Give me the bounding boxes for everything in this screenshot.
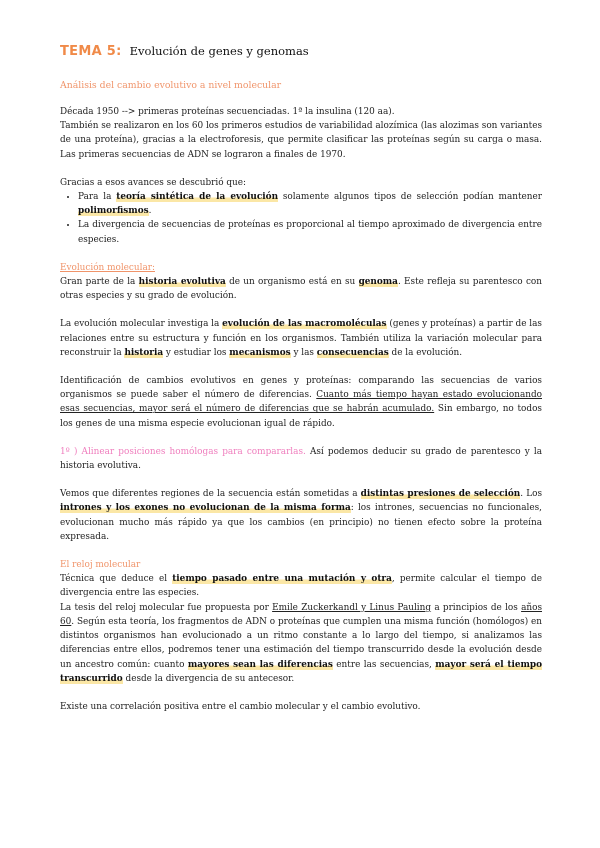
text: La evolución molecular investiga la <box>60 319 223 330</box>
underlined-text: Emile Zuckerkandl y Linus Pauling <box>272 602 432 613</box>
highlight: distintas presiones de selección <box>360 489 521 500</box>
text: . Según esta teoría, los fragmentos de ADN o proteínas que cumplen una misma función (homólogos) en distintos organismos han evolucionado a un ritmo constante a lo largo del tiempo, si analizamos las diferencias entre ellos, podremos tener una estimación del tiempo transcurrido desde la evolución desde un ancestro común: cuanto <box>60 616 542 670</box>
paragraph-history <box>60 105 542 162</box>
document-page <box>60 44 542 714</box>
text: . Los <box>520 489 542 500</box>
text: La tesis del reloj molecular fue propuesta por <box>60 602 273 613</box>
highlight: genoma <box>358 277 398 288</box>
text: a principios de los <box>431 602 522 613</box>
text: Así podemos deducir su grado de parentesco y la historia evolutiva. <box>60 446 542 472</box>
highlight: tiempo pasado entre una mutación y otra <box>172 574 392 585</box>
underlined-text: Cuanto más tiempo hayan estado evolucionando esas secuencias, mayor será el número de diferencias que se habrán acumulado. <box>60 390 542 415</box>
paragraph-correlation: Existe una correlación positiva entre el cambio molecular y el cambio evolutivo. <box>60 701 421 712</box>
paragraph-evolutionary-history <box>60 275 542 303</box>
paragraph-clock-thesis <box>60 601 542 686</box>
section-heading-molecular-analysis: Análisis del cambio evolutivo a nivel molecular <box>60 80 282 91</box>
text: Identificación de cambios evolutivos en genes y proteínas: comparando las secuencias de varios organismos se puede saber el número de diferencias. <box>60 376 542 401</box>
highlight: evolución de las macromoléculas <box>222 319 387 330</box>
text: Técnica que deduce el <box>60 574 173 585</box>
highlight: teoría sintética de la evolución <box>116 192 279 203</box>
paragraph-discoveries-intro: Gracias a esos avances se descubrió que: <box>60 177 247 188</box>
text: También se realizaron en los 60 los primeros estudios de variabilidad alozímica (las alozimas son variantes de una proteína), gracias a la electroforesis, que permite clasificar las proteínas según su carga o masa. Las primeras secuencias de ADN se lograron a finales de 1970. <box>60 121 542 160</box>
text: : los intrones, secuencias no funcionales, evolucionan mucho más rápido ya que los cambios (en principio) no tienen efecto sobre la proteína expresada. <box>60 503 542 542</box>
section-heading-molecular-clock: El reloj molecular <box>60 560 141 571</box>
text: . <box>148 206 152 217</box>
text: entre las secuencias, <box>332 659 436 670</box>
text: de la evolución. <box>388 347 463 358</box>
text: de un organismo está en su <box>225 277 359 288</box>
text: , permite calcular el tiempo de divergencia entre las especies. <box>60 574 542 599</box>
title-row <box>60 44 542 66</box>
list-item: • La divergencia de secuencias de proteínas es proporcional al tiempo aproximado de divergencia entre especies. <box>78 218 542 246</box>
text: . Este refleja su parentesco con otras especies y su grado de evolución. <box>60 277 542 302</box>
paragraph-identification <box>60 374 542 431</box>
text: y las <box>290 347 317 358</box>
paragraph-clock-technique <box>60 572 542 600</box>
tema-label: TEMA 5: <box>60 44 122 59</box>
highlight: intrones y los exones no evolucionan de la misma forma <box>60 503 351 514</box>
highlight: consecuencias <box>316 347 389 358</box>
heading-text: Evolución molecular: <box>60 262 155 273</box>
highlight: mayor será el tiempo transcurrido <box>60 659 543 684</box>
text: Década 1950 --> primeras proteínas secuenciadas. 1ª la insulina (120 aa). <box>60 107 395 117</box>
highlight: historia evolutiva <box>138 277 226 288</box>
text: (genes y proteínas) a partir de las relaciones entre su estructura y función en los organismos. También utiliza la variación molecular para reconstruir la <box>60 319 542 358</box>
text: desde la divergencia de su antecesor. <box>122 673 295 684</box>
text: Gran parte de la <box>60 277 139 288</box>
discoveries-list <box>60 190 542 247</box>
highlight: polimorfismos <box>78 206 149 217</box>
step-text: 1º ) Alinear posiciones homólogas para compararlas. <box>60 446 306 457</box>
text: solamente algunos tipos de selección podían mantener <box>278 192 542 203</box>
list-item <box>78 190 542 218</box>
highlight: historia <box>124 347 164 358</box>
underlined-text: años 60 <box>60 602 542 627</box>
paragraph-selection-pressures <box>60 487 542 544</box>
text: Sin embargo, no todos los genes de una misma especie evolucionan igual de rápido. <box>60 404 542 429</box>
text: Para la <box>78 192 117 203</box>
paragraph-macromolecules <box>60 317 542 360</box>
highlight: mecanismos <box>229 347 291 358</box>
text: y estudiar los <box>163 347 230 358</box>
section-heading-molecular-evolution <box>60 261 542 275</box>
paragraph-align-step <box>60 445 542 473</box>
page-title: Evolución de genes y genomas <box>129 44 309 58</box>
highlight: mayores sean las diferencias <box>187 659 333 670</box>
text: Vemos que diferentes regiones de la secuencia están sometidas a <box>60 489 361 500</box>
